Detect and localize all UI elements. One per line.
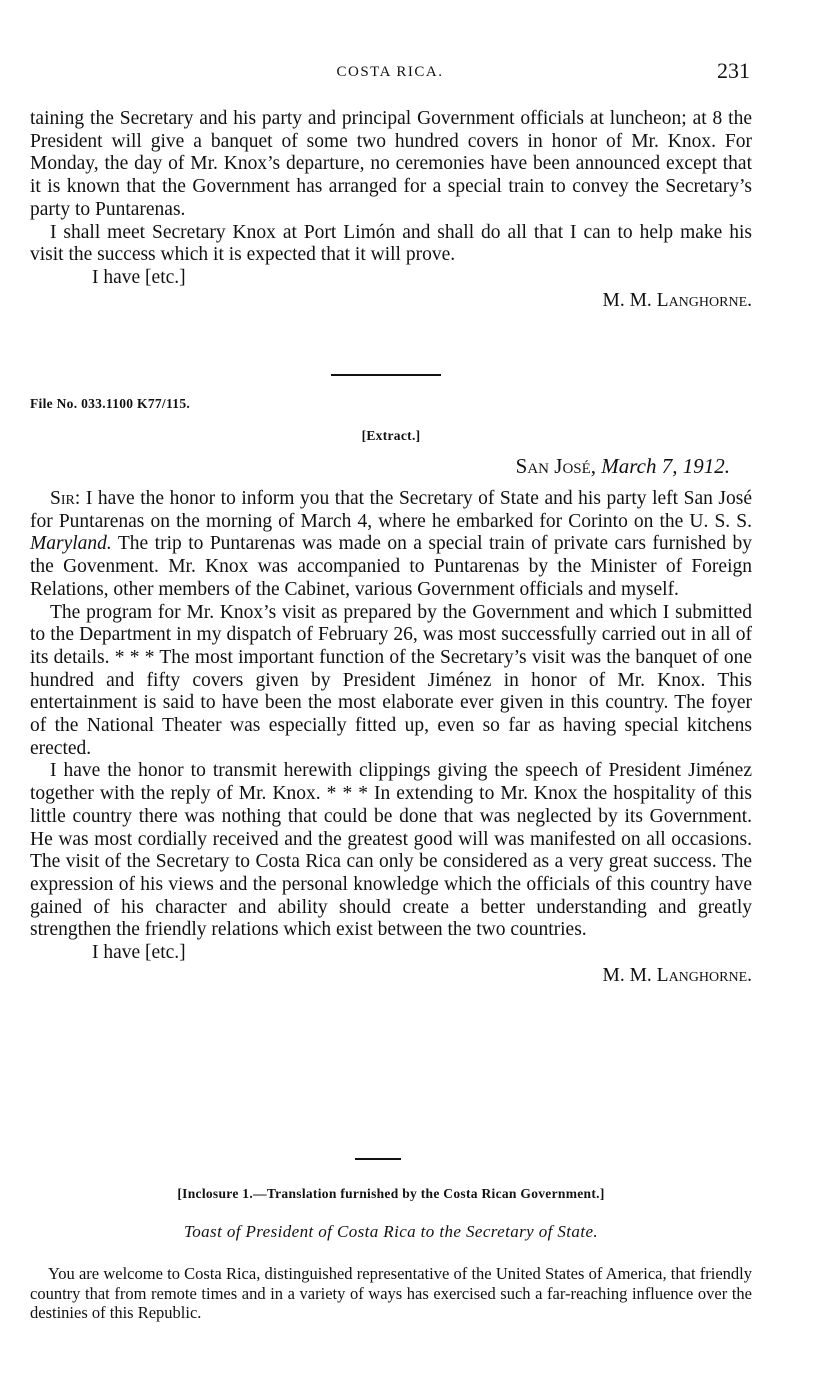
letter1-paragraph-2: I shall meet Secretary Knox at Port Limón and shall do all that I can to help make his visit the success which it is expected that it will prove. [30,221,752,266]
extract-label: [Extract.] [361,428,421,443]
toast-title: Toast of President of Costa Rica to the Secretary of State. [183,1222,599,1241]
letter2-paragraph-1-a: I have the honor to inform you that the Secretary of State and his party left San José for Puntarenas on the morning of March 4, where he embarked for Corinto on the U. S. S. [30,488,753,532]
salutation: Sir: [50,488,81,509]
file-number: File No. 033.1100 K77/115. [30,396,191,411]
toast-paragraph: You are welcome to Costa Rica, distinguished representative of the United States of America, that friendly country that from remote times and in a variety of ways has exercised such a far-reaching influence over the destinies of this Republic. [30,1264,752,1322]
dateline-place: San José, [515,454,597,478]
letter2-signature: M. M. Langhorne. [602,964,752,986]
section-divider-2 [355,1158,401,1160]
ship-name: Maryland. [30,533,112,555]
letter2-paragraph-2: The program for Mr. Knox’s visit as prepared by the Government and which I submitted to the Department in my dispatch of February 26, was most successfully carried out in all of its details. * * * The most important function of the Secretary’s visit was the banquet of one hundred and fifty covers given by President Jiménez in honor of Mr. Knox. This entertainment is said to have been the most elaborate ever given in this country. The foyer of the National Theater was especially fitted up, even so far as having special kitchens erected. [30,601,752,759]
letter1-signature: M. M. Langhorne. [602,289,752,311]
page-number: 231 [717,58,750,83]
dateline [516,454,730,479]
letter1-continuation-paragraph: taining the Secretary and his party and principal Government officials at luncheon; at 8 the President will give a banquet of some two hundred covers in honor of Mr. Knox. For Monday, the day of Mr. Knox’s departure, no ceremonies have been announced except that it is known that the Government has arranged for a special train to convey the Secretary’s party to Puntarenas. [30,108,752,220]
letter2-closing: I have [etc.] [92,942,186,964]
letter2-paragraph-1 [30,488,752,602]
letter2-body [30,488,752,987]
letter2-paragraph-3: I have the honor to transmit herewith clippings giving the speech of President Jiménez together with the reply of Mr. Knox. * * * In extending to Mr. Knox the hospitality of this little country there was nothing that could be done that was neglected by its Government. He was most cordially received and the greatest good will was manifested on all occasions. The visit of the Secretary to Costa Rica can only be considered as a very great success. The expression of his views and the personal knowledge which the officials of this country have gained of his character and ability should create a better understanding and greatly strengthen the friendly relations which exist between the two countries. [30,760,752,941]
page-header [30,58,750,88]
inclosure-label: [Inclosure 1.—Translation furnished by the Costa Rican Government.] [177,1186,605,1201]
letter2-paragraph-1-b: The trip to Puntarenas was made on a special train of private cars furnished by the Govenment. Mr. Knox was accompanied to Puntarenas by the Minister of Foreign Relations, other members of the Cabinet, various Government officials and myself. [30,533,752,600]
letter1-closing: I have [etc.] [92,266,186,288]
running-head: COSTA RICA. [336,64,444,80]
dateline-date: March 7, 1912. [601,454,730,478]
toast-body [30,1264,752,1323]
letter1-body [30,108,752,312]
section-divider [331,374,441,376]
